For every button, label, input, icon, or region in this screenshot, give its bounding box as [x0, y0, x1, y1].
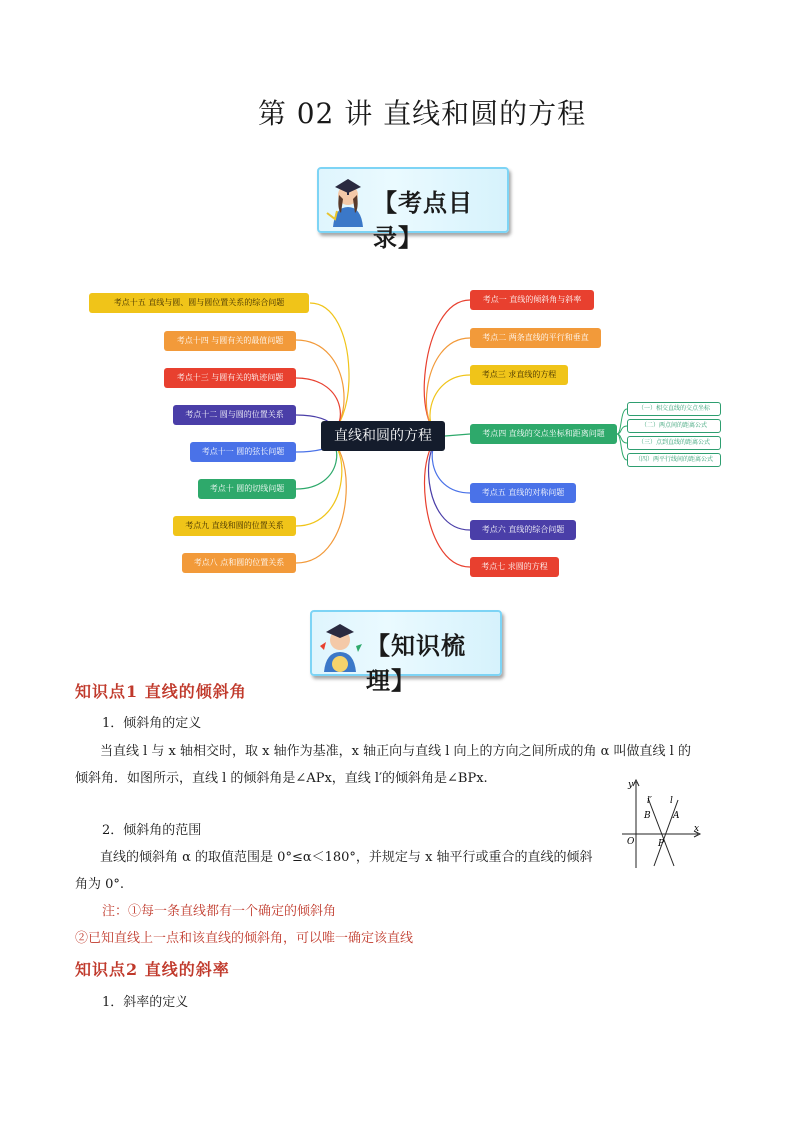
x-axis-label: x — [694, 824, 700, 834]
kp1-sub1: 1．倾斜角的定义 — [102, 716, 202, 731]
topic-5-node: 考点五 直线的对称问题 — [470, 483, 576, 503]
subtopic-4-node: （四）两平行线间的距离公式 — [627, 453, 721, 467]
topic-10-node: 考点十 圆的切线问题 — [198, 479, 296, 499]
topic-7-node: 考点七 求圆的方程 — [470, 557, 559, 577]
mindmap-center: 直线和圆的方程 — [321, 421, 445, 451]
knowledge-banner-label: 【知识梳理】 — [366, 631, 466, 695]
topic-8-node: 考点八 点和圆的位置关系 — [182, 553, 296, 573]
topic-13-node: 考点十三 与圆有关的轨迹问题 — [164, 368, 296, 388]
point-a-label: A — [673, 811, 680, 821]
line-l-prime-label: l′ — [647, 796, 652, 806]
page-title: 第 02 讲 直线和圆的方程 — [257, 97, 587, 130]
point-p-label: P — [658, 839, 665, 849]
teacher-graduate-icon — [318, 616, 364, 672]
kp1-sub2: 2．倾斜角的范围 — [102, 823, 202, 838]
kp1-para1-line2: 倾斜角．如图所示，直线 l 的倾斜角是∠APx，直线 l′的倾斜角是∠BPx. — [75, 771, 488, 786]
topic-2-node: 考点二 两条直线的平行和垂直 — [470, 328, 601, 348]
topic-11-node: 考点十一 圆的弦长问题 — [190, 442, 296, 462]
kp2-sub1: 1．斜率的定义 — [102, 995, 189, 1010]
line-l-label: l — [670, 796, 673, 806]
kp1-heading: 知识点1 直线的倾斜角 — [75, 682, 247, 701]
topic-12-node: 考点十二 圆与圆的位置关系 — [173, 405, 296, 425]
topic-9-node: 考点九 直线和圆的位置关系 — [173, 516, 296, 536]
kp1-para1-line1: 当直线 l 与 x 轴相交时，取 x 轴作为基准，x 轴正向与直线 l 向上的方向之间所成的角 α 叫做直线 l 的 — [100, 744, 691, 759]
kp2-heading: 知识点2 直线的斜率 — [75, 960, 230, 979]
topic-15-node: 考点十五 直线与圆、圆与圆位置关系的综合问题 — [89, 293, 309, 313]
catalog-banner-label: 【考点目录】 — [373, 188, 473, 252]
topic-6-node: 考点六 直线的综合问题 — [470, 520, 576, 540]
point-b-label: B — [644, 811, 651, 821]
inclination-angle-diagram — [618, 778, 704, 872]
kp1-para2-line2: 角为 0°. — [75, 877, 125, 892]
topic-3-node: 考点三 求直线的方程 — [470, 365, 568, 385]
subtopic-1-node: （一）相交直线的交点坐标 — [627, 402, 721, 416]
kp1-para2-line1: 直线的倾斜角 α 的取值范围是 0°≤α＜180°，并规定与 x 轴平行或重合的直线的倾斜 — [100, 850, 593, 865]
origin-label: O — [627, 837, 635, 847]
topic-4-node: 考点四 直线的交点坐标和距离问题 — [470, 424, 617, 444]
note-2: ②已知直线上一点和该直线的倾斜角，可以唯一确定该直线 — [75, 931, 414, 946]
subtopic-3-node: （三）点到直线的距离公式 — [627, 436, 721, 450]
y-axis-label: y — [628, 780, 634, 790]
knowledge-banner — [310, 610, 502, 695]
subtopic-2-node: （二）两点间的距离公式 — [627, 419, 721, 433]
note-1: 注：①每一条直线都有一个确定的倾斜角 — [102, 904, 337, 919]
topic-1-node: 考点一 直线的倾斜角与斜率 — [470, 290, 594, 310]
topic-14-node: 考点十四 与圆有关的最值问题 — [164, 331, 296, 351]
